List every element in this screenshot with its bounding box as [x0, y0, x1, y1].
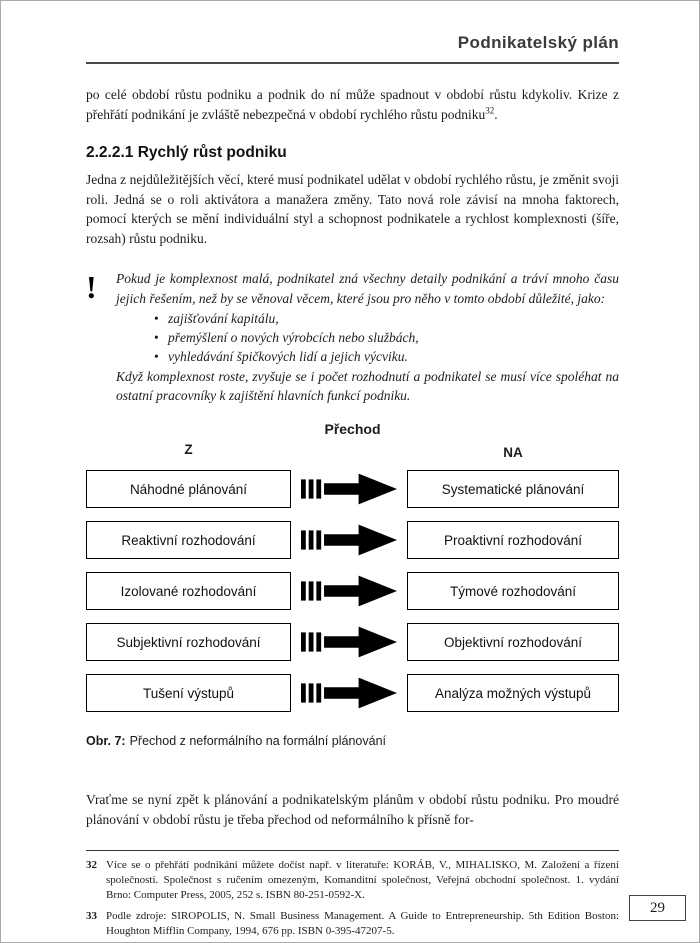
diagram-row: [86, 572, 619, 610]
from-box: Izolované rozhodování: [86, 572, 291, 610]
note-bullet-item: [154, 309, 619, 328]
diagram-title: Přechod: [324, 421, 381, 438]
bullet-icon: •: [154, 310, 159, 326]
bullet-icon: •: [154, 329, 159, 345]
transition-arrow-icon: [291, 624, 407, 660]
to-box: Objektivní rozhodování: [407, 623, 619, 661]
to-box: Systematické plánování: [407, 470, 619, 508]
note-body: [116, 269, 619, 405]
footnote-text: Podle zdroje: SIROPOLIS, N. Small Business Management. A Guide to Entrepreneurship. 5th Edition Boston: Houghton Mifflin Company, 1994, 676 pp. ISBN 0-395-47207-5.: [106, 910, 619, 938]
footnote-text: Více se o přehřátí podnikání můžete dočíst např. v literatuře: KORÁB, V., MIHALISKO, M. Založení a řízení společností. Společnost s ručením omezeným, Komanditní společnost, Veřejná obchodní společnost. 1. vydání Brno: Computer Press, 2005, 252 s. ISBN 80-251-0592-X.: [106, 858, 619, 901]
figure-caption: [86, 734, 619, 748]
note-bullet-text: zajišťování kapitálu,: [168, 310, 279, 326]
transition-arrow-icon: [291, 573, 407, 609]
to-box: Týmové rozhodování: [407, 572, 619, 610]
page-number: 29: [650, 899, 665, 916]
note-bullet-item: [154, 328, 619, 347]
transition-arrow-icon: [291, 675, 407, 711]
from-box: Náhodné plánování: [86, 470, 291, 508]
note-intro: Pokud je komplexnost malá, podnikatel zná všechny detaily podnikání a tráví mnoho času jejich řešením, než by se věnoval věcem, které jsou pro něho v tomto období důležité, jako:: [116, 271, 619, 306]
footnote-33: [86, 909, 619, 939]
closing-paragraph: Vraťme se nyní zpět k plánování a podnikatelským plánům v období růstu podniku. Pro moudré plánování v období růstu je třeba přechod od neformálního k přísně for-: [86, 792, 619, 828]
note-outro: Když komplexnost roste, zvyšuje se i počet rozhodnutí a podnikatel se musí více spoléhat na ostatní pracovníky k zajištění hlavních funkcí podniku.: [116, 369, 619, 404]
section-paragraph: Jedna z nejdůležitějších věcí, které musí podnikatel udělat v období rychlého růstu, je změnit svoji roli. Jedná se o roli aktivátora a manažera změny. Tato nová role závisí na mnoha faktorech, pomocí kterých se mění individuální styl a schopnost podnikatele a rychlost komplexnosti (šíře, rozsah) růstu podniku.: [86, 172, 619, 246]
diagram-row: [86, 470, 619, 508]
intro-text: po celé období růstu podniku a podnik do ní může spadnout v období růstu kdykoliv. Krize z přehřátí podnikání je zvláště nebezpečná v období rychlého růstu podniku: [86, 87, 619, 122]
intro-paragraph: [86, 85, 619, 124]
intro-tail: .: [494, 106, 498, 122]
transition-arrow-icon: [291, 522, 407, 558]
footnote-ref-32-marker: 32: [485, 105, 495, 116]
to-box: Proaktivní rozhodování: [407, 521, 619, 559]
note-bullet-text: přemýšlení o nových výrobcích nebo službách,: [168, 329, 419, 345]
section-heading: 2.2.2.1 Rychlý růst podniku: [86, 144, 287, 162]
page-header: [86, 1, 619, 64]
running-head-title: Podnikatelský plán: [457, 33, 619, 52]
diagram-row: [86, 623, 619, 661]
diagram-header: [86, 421, 619, 461]
caption-label: Obr. 7:: [86, 734, 126, 749]
page-number-box: [629, 895, 686, 921]
from-box: Subjektivní rozhodování: [86, 623, 291, 661]
from-box: Reaktivní rozhodování: [86, 521, 291, 559]
diagram-row: [86, 521, 619, 559]
footnote-number: 33: [86, 910, 97, 923]
note-block: [86, 269, 619, 405]
to-box: Analýza možných výstupů: [407, 674, 619, 712]
footnote-number: 32: [86, 858, 97, 871]
column-header-na: NA: [503, 445, 523, 461]
column-header-z: Z: [184, 442, 193, 458]
transition-diagram: [86, 421, 619, 712]
transition-arrow-icon: [291, 471, 407, 507]
footnote-32: [86, 858, 619, 904]
note-bullet-item: [154, 347, 619, 366]
note-bullet-text: vyhledávání špičkových lidí a jejich výcviku.: [168, 349, 408, 364]
note-bullet-list: [154, 309, 619, 366]
exclamation-icon: !: [86, 269, 97, 306]
footnotes-section: [86, 850, 619, 940]
diagram-row: [86, 674, 619, 712]
bullet-icon: •: [154, 349, 159, 364]
from-box: Tušení výstupů: [86, 674, 291, 712]
caption-text: Přechod z neformálního na formální plánování: [129, 734, 386, 749]
